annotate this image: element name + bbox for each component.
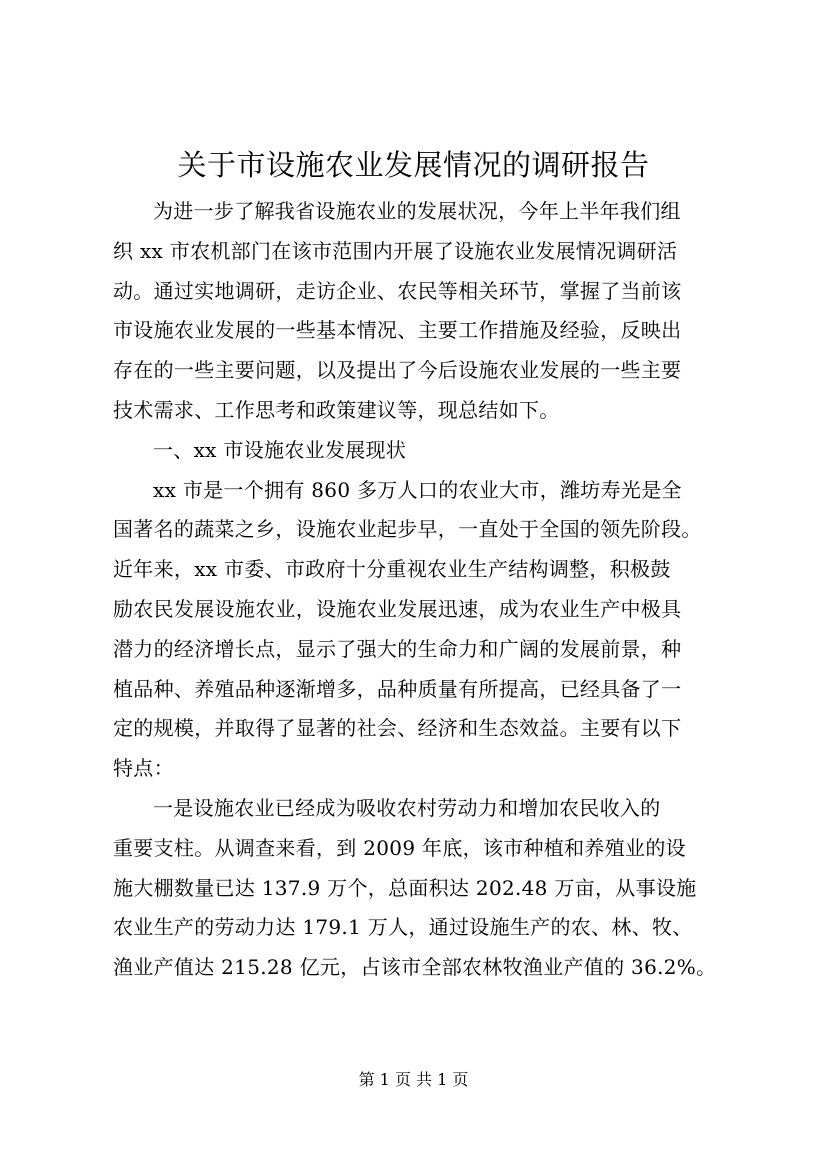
paragraph-line: 一是设施农业已经成为吸收农村劳动力和增加农民收入的 [153,795,661,820]
paragraph-line: 定的规模，并取得了显著的社会、经济和生态效益。主要有以下 [113,716,682,741]
page-number-footer: 第 1 页 共 1 页 [358,1070,469,1089]
paragraph-line: 技术需求、工作思考和政策建议等，现总结如下。 [113,397,560,422]
paragraph-line: 近年来，xx 市委、市政府十分重视农业生产结构调整，积极鼓 [113,557,671,582]
document-title: 关于市设施农业发展情况的调研报告 [177,148,650,182]
paragraph-line: 特点： [113,756,174,781]
paragraph-line: 国著名的蔬菜之乡，设施农业起步早，一直处于全国的领先阶段。 [113,517,702,542]
paragraph-line: 动。通过实地调研，走访企业、农民等相关环节，掌握了当前该 [113,278,682,303]
paragraph-line: 施大棚数量已达 137.9 万个，总面积达 202.48 万亩，从事设施 [113,875,697,900]
paragraph-line: 农业生产的劳动力达 179.1 万人，通过设施生产的农、林、牧、 [113,915,693,940]
paragraph-line: 植品种、养殖品种逐渐增多，品种质量有所提高，已经具备了一 [113,676,682,701]
section-heading: 一、xx 市设施农业发展现状 [153,437,407,462]
document-body [113,192,723,988]
paragraph-line: 存在的一些主要问题，以及提出了今后设施农业发展的一些主要 [113,358,682,383]
paragraph-line: 潜力的经济增长点，显示了强大的生命力和广阔的发展前景，种 [113,636,682,661]
paragraph-line: 渔业产值达 215.28 亿元，占该市全部农林牧渔业产值的 36.2%。 [113,955,717,980]
paragraph-line: xx 市是一个拥有 860 多万人口的农业大市，潍坊寿光是全 [153,477,682,502]
paragraph-line: 织 xx 市农机部门在该市范围内开展了设施农业发展情况调研活 [113,238,678,263]
paragraph-line: 励农民发展设施农业，设施农业发展迅速，成为农业生产中极具 [113,596,682,621]
paragraph-line: 市设施农业发展的一些基本情况、主要工作措施及经验，反映出 [113,318,682,343]
paragraph-line: 为进一步了解我省设施农业的发展状况，今年上半年我们组 [153,199,681,223]
paragraph-line: 重要支柱。从调查来看，到 2009 年底，该市种植和养殖业的设 [113,835,686,860]
